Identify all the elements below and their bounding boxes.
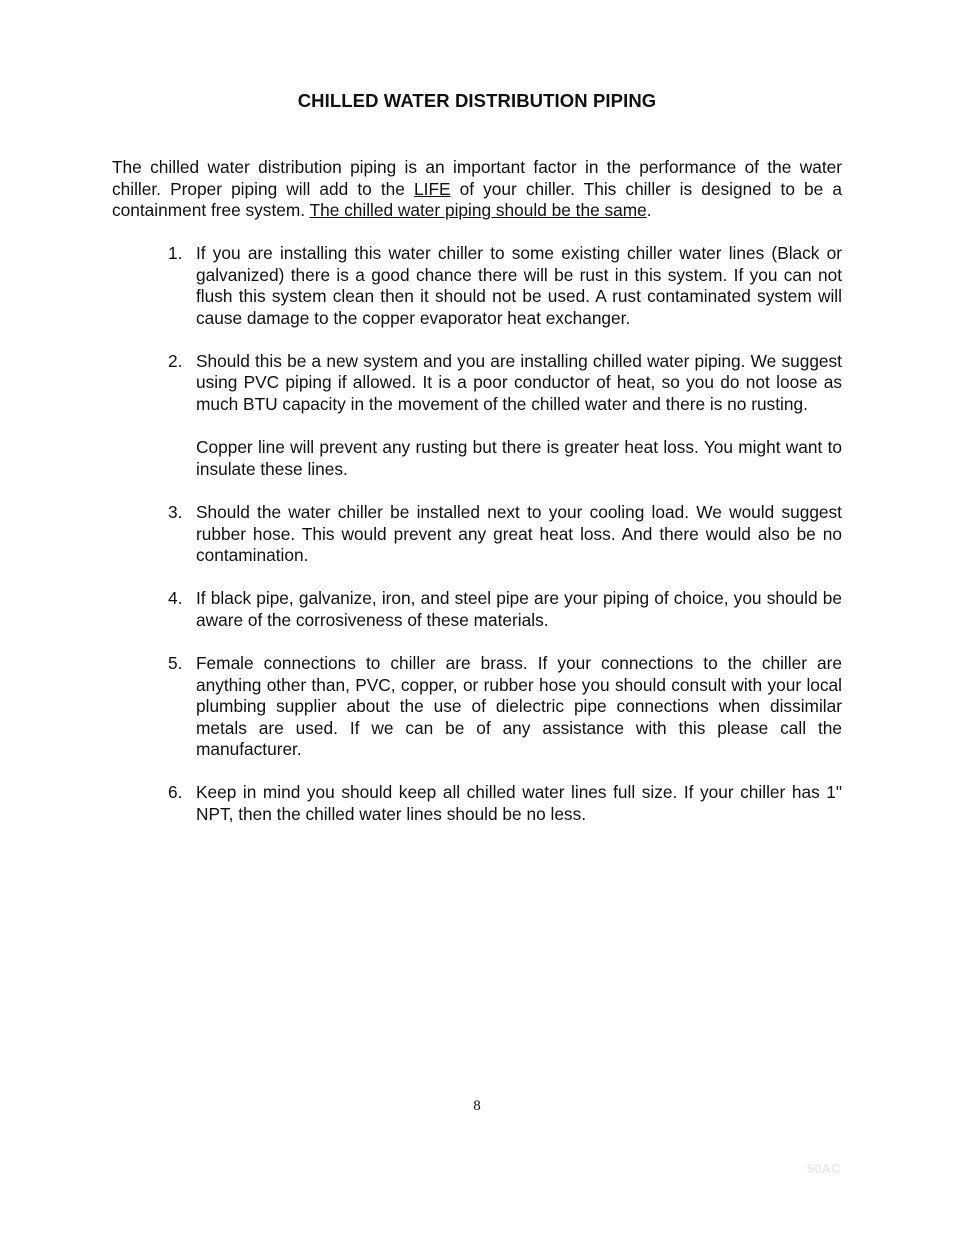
list-item-paragraph: Should the water chiller be installed next to your cooling load. We would suggest rubber hose. This would prevent any great heat loss. And there would also be no contamination. (196, 501, 842, 566)
list-item-paragraph: If you are installing this water chiller to some existing chiller water lines (Black or galvanized) there is a good chance there will be rust in this system. If you can not flush this system clean then it should not be used. A rust contaminated system will cause damage to the copper evaporator heat exchanger. (196, 243, 842, 328)
footer-code: 50AC (807, 1161, 841, 1176)
intro-paragraph (112, 157, 842, 222)
list-item-paragraph: Should this be a new system and you are installing chilled water piping. We suggest using PVC piping if allowed. It is a poor conductor of heat, so you do not loose as much BTU capacity in the movement of the chilled water and there is no rusting. (196, 350, 842, 415)
list-item-text (196, 653, 842, 761)
list-item (168, 243, 842, 329)
list-item (168, 653, 842, 761)
list-item (168, 502, 842, 567)
intro-text-1: The chilled water distribution piping is an important factor in the performance of the water chiller. Proper piping will add to the (112, 157, 842, 199)
list-item (168, 588, 842, 631)
numbered-list (168, 243, 842, 847)
page-number: 8 (473, 1098, 481, 1114)
list-item-text (196, 502, 842, 567)
list-item-number: 6. (168, 782, 183, 803)
list-item-paragraph: Keep in mind you should keep all chilled water lines full size. If your chiller has 1" NPT, then the chilled water lines should be no less. (196, 782, 842, 824)
page-title: CHILLED WATER DISTRIBUTION PIPING (297, 90, 657, 111)
intro-text-2: of your chiller. This chiller is designed to be a containment free system. (112, 178, 842, 221)
list-item-number: 5. (168, 652, 183, 673)
intro-text-end: . (646, 200, 652, 221)
list-item-text (196, 243, 842, 329)
list-item-paragraph: If black pipe, galvanize, iron, and steel pipe are your piping of choice, you should be aware of the corrosiveness of these materials. (196, 588, 842, 630)
list-item-text (196, 351, 842, 481)
list-item-number: 1. (168, 243, 183, 263)
list-item-number: 4. (168, 588, 183, 609)
list-item-paragraph-2: Copper line will prevent any rusting but there is greater heat loss. You might want to insulate these lines. (196, 437, 842, 479)
list-item (168, 351, 842, 481)
intro-underlined-sentence: The chilled water piping should be the same (309, 200, 647, 221)
list-item-paragraph: Female connections to chiller are brass. If your connections to the chiller are anything other than, PVC, copper, or rubber hose you should consult with your local plumbing supplier about the use of dielectric pipe connections when dissimilar metals are used. If we can be of any assistance with this please call the manufacturer. (196, 652, 842, 760)
list-item-number: 2. (168, 350, 183, 371)
list-item (168, 782, 842, 825)
list-item-text (196, 782, 842, 825)
list-item-number: 3. (168, 501, 183, 522)
intro-life-underlined: LIFE (414, 178, 451, 199)
list-item-text (196, 588, 842, 631)
